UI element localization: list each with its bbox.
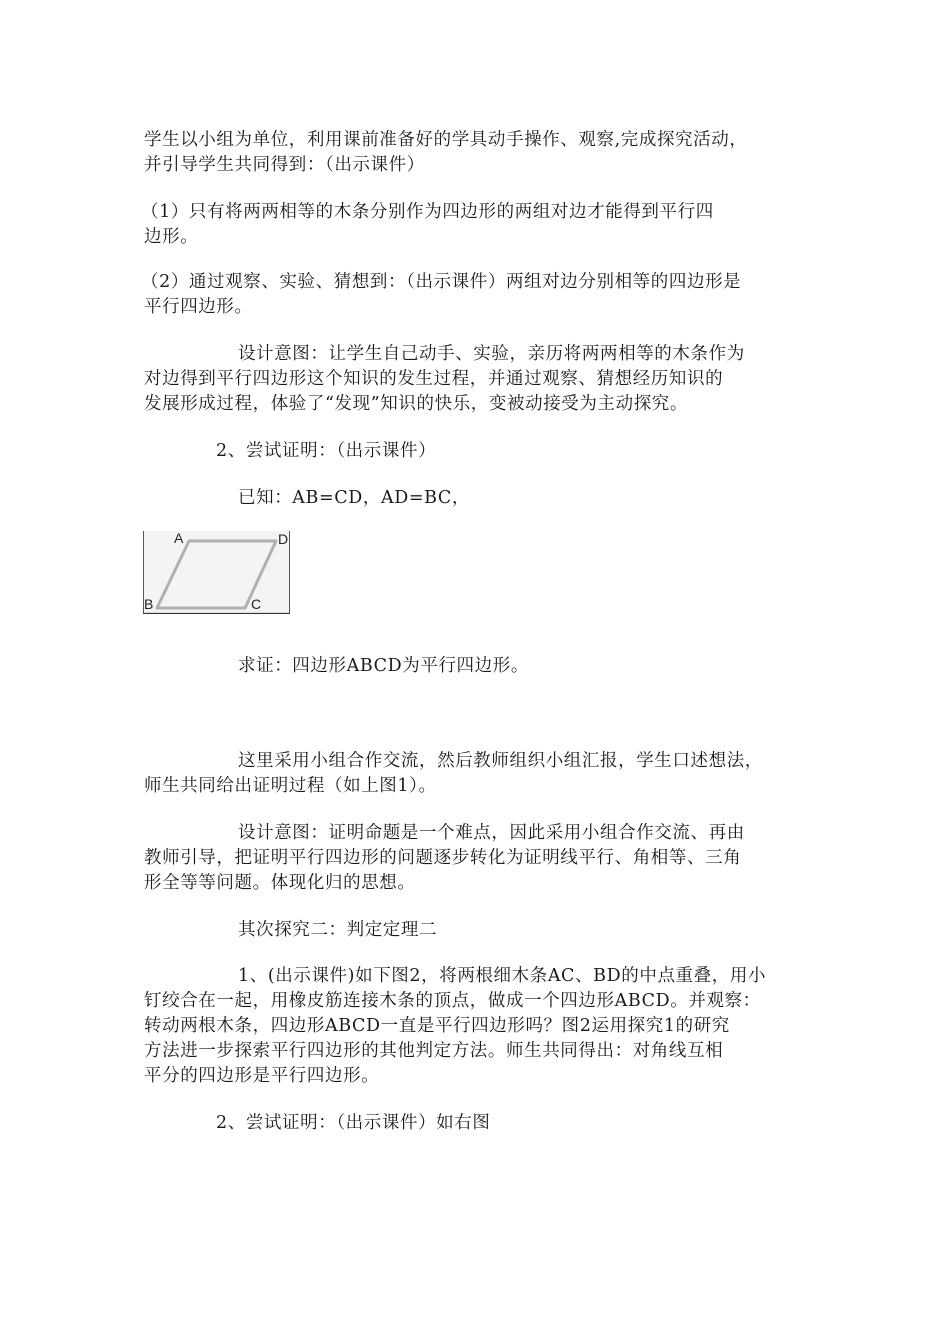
vertex-label-c: C xyxy=(251,596,262,612)
text-line: 1、(出示课件)如下图2，将两根细木条AC、BD的中点重叠，用小 xyxy=(238,966,767,986)
text-line: 对边得到平行四边形这个知识的发生过程，并通过观察、猜想经历知识的 xyxy=(144,369,724,389)
vertex-label-d: D xyxy=(278,531,289,547)
text-line: 平分的四边形是平行四边形。 xyxy=(144,1066,380,1086)
paragraph-intro xyxy=(144,128,820,178)
text-line: 师生共同给出证明过程（如上图1）。 xyxy=(144,776,437,796)
text-line: 方法进一步探索平行四边形的其他判定方法。师生共同得出：对角线互相 xyxy=(144,1041,724,1061)
text-line: 这里采用小组合作交流，然后教师组织小组汇报，学生口述想法， xyxy=(238,751,763,771)
paragraph-try-proof-2-heading xyxy=(144,1111,820,1136)
paragraph-try-proof-heading xyxy=(144,439,820,464)
paragraph-given xyxy=(144,486,820,511)
text-line: 边形。 xyxy=(144,227,199,247)
text-line: 钉绞合在一起，用橡皮筋连接木条的顶点，做成一个四边形ABCD。并观察： xyxy=(144,991,761,1011)
text-line: 设计意图：让学生自己动手、实验，亲历将两两相等的木条作为 xyxy=(238,344,745,364)
text-line: 发展形成过程，体验了“发现”知识的快乐，变被动接受为主动探究。 xyxy=(144,394,688,414)
paragraph-design-intent-2 xyxy=(144,821,820,896)
text-line: 并引导学生共同得到：（出示课件） xyxy=(144,155,425,175)
text-line: 学生以小组为单位，利用课前准备好的学具动手操作、观察,完成探究活动， xyxy=(144,130,748,150)
text-line: 教师引导，把证明平行四边形的问题逐步转化为证明线平行、角相等、三角 xyxy=(144,848,742,868)
text-line: 其次探究二：判定定理二 xyxy=(238,920,438,940)
paragraph-point-2 xyxy=(141,270,820,320)
text-line: （1）只有将两两相等的木条分别作为四边形的两组对边才能得到平行四 xyxy=(141,202,714,222)
vertex-label-a: A xyxy=(174,531,184,546)
paragraph-prove xyxy=(144,654,820,679)
paragraph-exploration-2-heading xyxy=(144,918,820,943)
text-line: 平行四边形。 xyxy=(144,297,253,317)
text-line: 求证：四边形ABCD为平行四边形。 xyxy=(238,656,529,676)
text-line: 形全等等问题。体现化归的思想。 xyxy=(144,873,416,893)
parallelogram-figure xyxy=(143,531,290,614)
text-line: 设计意图：证明命题是一个难点，因此采用小组合作交流、再由 xyxy=(238,823,745,843)
paragraph-point-1 xyxy=(141,200,820,250)
text-line: 转动两根木条，四边形ABCD一直是平行四边形吗？图2运用探究1的研究 xyxy=(144,1016,730,1036)
paragraph-exploration-2-body xyxy=(144,964,820,1089)
text-line: （2）通过观察、实验、猜想到：（出示课件）两组对边分别相等的四边形是 xyxy=(141,272,742,292)
paragraph-group-work xyxy=(144,749,820,799)
parallelogram-diagram xyxy=(143,531,290,614)
vertex-label-b: B xyxy=(144,596,154,612)
text-line: 已知：AB=CD，AD=BC， xyxy=(238,488,470,508)
paragraph-design-intent-1 xyxy=(144,342,820,417)
text-line: 2、尝试证明：（出示课件） xyxy=(216,441,437,461)
text-line: 2、尝试证明：（出示课件）如右图 xyxy=(216,1113,491,1133)
figure-background xyxy=(143,531,290,614)
